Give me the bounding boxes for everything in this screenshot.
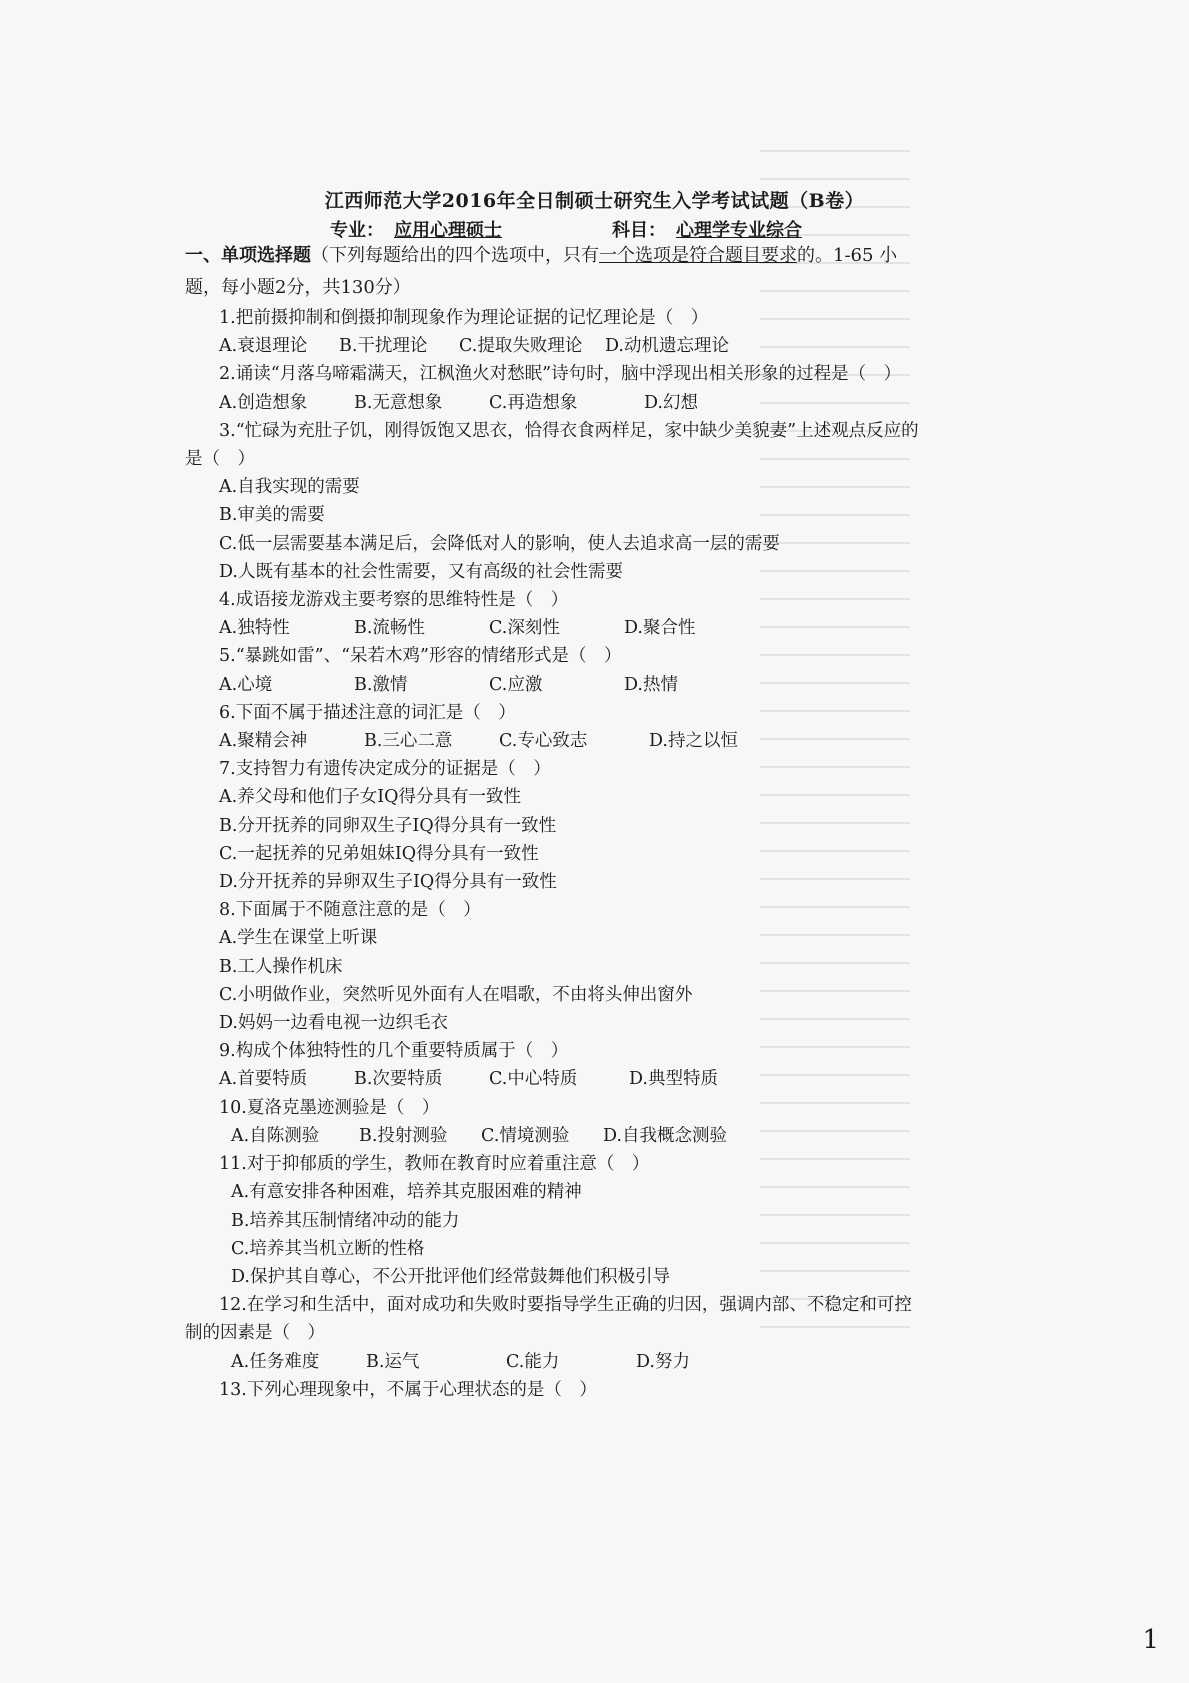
question-1 xyxy=(185,304,920,360)
option-a: A.任务难度 xyxy=(231,1351,320,1372)
option-b: B.无意想象 xyxy=(354,392,443,413)
option-d: D.人既有基本的社会性需要，又有高级的社会性需要 xyxy=(219,561,623,582)
question-12 xyxy=(185,1291,920,1376)
option-c: C.一起抚养的兄弟姐妹IQ得分具有一致性 xyxy=(219,843,539,864)
option-row xyxy=(185,727,920,755)
question-text: 8.下面属于不随意注意的是（ ） xyxy=(219,900,481,921)
option-a: A.首要特质 xyxy=(219,1069,308,1090)
option-b: B.激情 xyxy=(354,674,408,695)
subject-value: 心理学专业综合 xyxy=(676,220,802,241)
option-d: D.聚合性 xyxy=(624,618,696,639)
option-d: D.分开抚养的异卵双生子IQ得分具有一致性 xyxy=(219,872,557,893)
question-text: 11.对于抑郁质的学生，教师在教育时应着重注意（ ） xyxy=(219,1154,650,1175)
option-row xyxy=(185,389,920,417)
option-b: B.审美的需要 xyxy=(219,505,325,526)
option-c: C.低一层需要基本满足后，会降低对人的影响，使人去追求高一层的需要 xyxy=(219,533,780,554)
option-d: D.自我概念测验 xyxy=(603,1125,727,1146)
option-c: C.深刻性 xyxy=(489,618,560,639)
option-b: B.培养其压制情绪冲动的能力 xyxy=(231,1210,460,1231)
question-list xyxy=(185,304,920,1404)
option-b: B.干扰理论 xyxy=(339,336,428,357)
option-b: B.分开抚养的同卵双生子IQ得分具有一致性 xyxy=(219,815,557,836)
section-intro-underline: 一个选项是符合题目要求 xyxy=(599,245,797,266)
question-3 xyxy=(185,417,920,586)
option-c: C.能力 xyxy=(506,1351,560,1372)
question-text: 7.支持智力有遗传决定成分的证据是（ ） xyxy=(219,759,551,780)
question-13 xyxy=(185,1376,920,1404)
option-b: B.流畅性 xyxy=(354,618,425,639)
option-b: B.工人操作机床 xyxy=(219,956,343,977)
question-8 xyxy=(185,896,920,1037)
option-row xyxy=(185,1065,920,1093)
option-a: A.自我实现的需要 xyxy=(219,477,360,498)
question-5 xyxy=(185,642,920,698)
major-label: 专业： xyxy=(330,220,384,241)
exam-title: 江西师范大学2016年全日制硕士研究生入学考试试题（B卷） xyxy=(324,190,865,212)
option-b: B.运气 xyxy=(366,1351,420,1372)
option-c: C.再造想象 xyxy=(489,392,578,413)
option-c: C.培养其当机立断的性格 xyxy=(231,1238,425,1259)
option-d: D.努力 xyxy=(636,1351,690,1372)
question-text: 10.夏洛克墨迹测验是（ ） xyxy=(219,1097,440,1118)
option-b: B.三心二意 xyxy=(364,731,453,752)
page-number: 1 xyxy=(1142,1625,1159,1655)
option-d: D.保护其自尊心，不公开批评他们经常鼓舞他们积极引导 xyxy=(231,1266,670,1287)
option-c: C.小明做作业，突然听见外面有人在唱歌，不由将头伸出窗外 xyxy=(219,984,693,1005)
question-2 xyxy=(185,360,920,416)
option-c: C.情境测验 xyxy=(481,1125,570,1146)
question-text: 5.“暴跳如雷”、“呆若木鸡”形容的情绪形式是（ ） xyxy=(219,646,622,667)
question-text: 12.在学习和生活中，面对成功和失败时要指导学生正确的归因，强调内部、不稳定和可控制的因素是（ ） xyxy=(185,1295,912,1344)
option-b: B.次要特质 xyxy=(354,1069,443,1090)
option-a: A.心境 xyxy=(219,674,273,695)
question-7 xyxy=(185,755,920,896)
option-row xyxy=(185,614,920,642)
option-d: D.持之以恒 xyxy=(649,731,738,752)
question-9 xyxy=(185,1037,920,1093)
question-text: 4.成语接龙游戏主要考察的思维特性是（ ） xyxy=(219,590,569,611)
question-text: 6.下面不属于描述注意的词汇是（ ） xyxy=(219,702,516,723)
option-row xyxy=(185,332,920,360)
question-text: 13.下列心理现象中，不属于心理状态的是（ ） xyxy=(219,1379,597,1400)
option-a: A.衰退理论 xyxy=(219,336,308,357)
question-text: 1.把前摄抑制和倒摄抑制现象作为理论证据的记忆理论是（ ） xyxy=(219,308,709,328)
option-d: D.典型特质 xyxy=(629,1069,718,1090)
subject-label: 科目： xyxy=(612,220,666,241)
question-6 xyxy=(185,699,920,755)
option-c: C.专心致志 xyxy=(499,731,588,752)
question-4 xyxy=(185,586,920,642)
question-11 xyxy=(185,1150,920,1291)
section-intro-a: （下列每题给出的四个选项中，只有 xyxy=(311,245,599,266)
option-a: A.聚精会神 xyxy=(219,731,308,752)
option-d: D.动机遗忘理论 xyxy=(605,336,729,357)
option-row xyxy=(185,1348,920,1376)
exam-meta xyxy=(330,216,812,242)
question-text: 3.“忙碌为充肚子饥，刚得饭饱又思衣，恰得衣食两样足，家中缺少美貌妻”上述观点反应的是（ ） xyxy=(185,420,919,470)
section-intro-b: 的。1-65 小题，每小题2分，共130分） xyxy=(185,245,898,298)
option-a: A.自陈测验 xyxy=(231,1125,320,1146)
major-value: 应用心理硕士 xyxy=(394,220,502,241)
option-a: A.有意安排各种困难，培养其克服困难的精神 xyxy=(231,1182,582,1203)
section-heading xyxy=(185,240,920,304)
option-d: D.幻想 xyxy=(644,392,698,413)
option-a: A.创造想象 xyxy=(219,392,308,413)
option-a: A.独特性 xyxy=(219,618,290,639)
option-b: B.投射测验 xyxy=(359,1125,448,1146)
option-d: D.妈妈一边看电视一边织毛衣 xyxy=(219,1013,448,1034)
question-text: 2.诵读“月落乌啼霜满天，江枫渔火对愁眠”诗句时，脑中浮现出相关形象的过程是（ ） xyxy=(219,364,902,385)
option-c: C.提取失败理论 xyxy=(459,336,583,357)
option-row xyxy=(185,1122,920,1150)
option-c: C.应激 xyxy=(489,674,543,695)
option-a: A.养父母和他们子女IQ得分具有一致性 xyxy=(219,787,521,808)
question-10 xyxy=(185,1094,920,1150)
option-d: D.热情 xyxy=(624,674,678,695)
option-c: C.中心特质 xyxy=(489,1069,578,1090)
option-a: A.学生在课堂上听课 xyxy=(219,928,378,949)
option-row xyxy=(185,671,920,699)
question-text: 9.构成个体独特性的几个重要特质属于（ ） xyxy=(219,1041,569,1062)
section-title: 一、单项选择题 xyxy=(185,245,311,266)
